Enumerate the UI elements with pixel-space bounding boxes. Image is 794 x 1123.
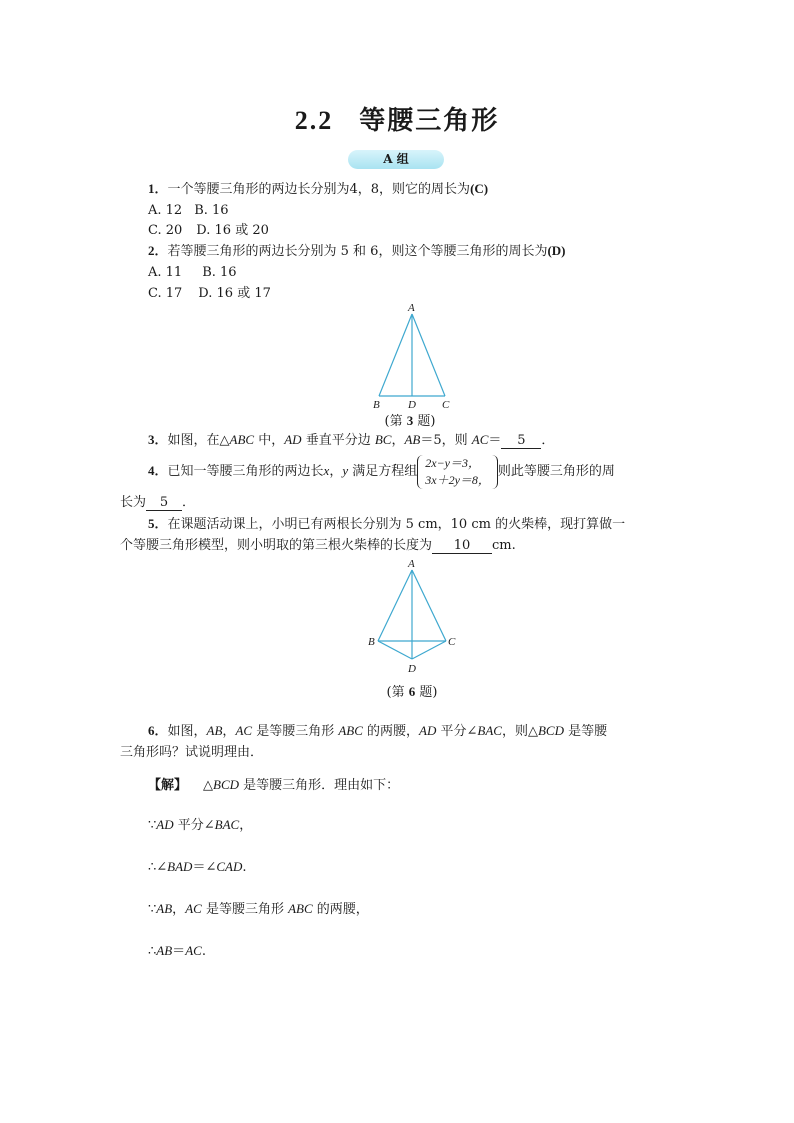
q6-text-5: 平分∠ bbox=[436, 724, 478, 739]
q5-number: 5． bbox=[148, 516, 168, 531]
q3-var-ad: AD bbox=[284, 432, 302, 447]
q1-options-row2 bbox=[148, 222, 269, 240]
q6-text-3: 是等腰三角形 bbox=[252, 724, 339, 739]
q2-options-row2 bbox=[148, 285, 271, 303]
fig3-label-c: C bbox=[442, 399, 450, 411]
q3-text-7: ． bbox=[541, 433, 555, 448]
q1-answer: (C) bbox=[470, 181, 489, 196]
q6-text-1: 如图， bbox=[167, 724, 207, 739]
sol4-var-2: AC bbox=[185, 943, 202, 958]
sol0-text-b: 是等腰三角形．理由如下： bbox=[239, 778, 400, 793]
figure-3-triangle bbox=[360, 300, 460, 412]
fig6-label-c: C bbox=[448, 636, 456, 648]
q5-answer-blank: 10 bbox=[432, 539, 492, 554]
q6-text-8: 三角形吗？试说明理由． bbox=[120, 745, 264, 760]
fig3-caption-pre: (第 bbox=[384, 414, 407, 429]
sol3-text-d: 的两腰， bbox=[312, 902, 369, 917]
q6-var-bcd: BCD bbox=[537, 723, 564, 738]
sol3-text-c: 是等腰三角形 bbox=[201, 902, 289, 917]
q1-options-row1 bbox=[148, 202, 229, 220]
q5-continuation bbox=[120, 537, 516, 555]
fig6-side-cd bbox=[412, 641, 446, 659]
question-2 bbox=[148, 242, 566, 261]
fig6-side-ac bbox=[412, 570, 446, 641]
sol2-text-b: ＝∠ bbox=[192, 860, 217, 875]
fig6-caption-pre: (第 bbox=[386, 685, 409, 700]
q2-option-d: D. 16 或 17 bbox=[198, 286, 271, 301]
q2-option-c: C. 17 bbox=[148, 286, 183, 301]
question-6 bbox=[148, 722, 607, 741]
q4-answer-blank: 5 bbox=[146, 496, 182, 511]
fig3-label-b: B bbox=[373, 399, 380, 411]
sol2-text-c: . bbox=[242, 860, 247, 875]
q2-options-row1 bbox=[148, 264, 237, 282]
q3-text-2: 中， bbox=[254, 433, 285, 448]
q6-text-2: ， bbox=[222, 724, 236, 739]
solution-line-4 bbox=[148, 942, 206, 961]
q4-equation-2: 3x＋2y＝8， bbox=[425, 472, 490, 487]
sol3-var-1: AB bbox=[156, 901, 173, 916]
q1-number: 1． bbox=[148, 181, 168, 196]
question-5 bbox=[148, 515, 625, 534]
sol2-var-2: CAD bbox=[216, 859, 243, 874]
q4-continuation bbox=[120, 494, 195, 512]
solution-line-0 bbox=[148, 776, 399, 795]
q4-text-3: 满足方程组 bbox=[348, 464, 418, 479]
sol1-var-1: AD bbox=[156, 817, 174, 832]
q3-number: 3． bbox=[148, 432, 168, 447]
q3-var-bc: BC bbox=[374, 432, 392, 447]
q2-answer: (D) bbox=[547, 243, 566, 258]
group-badge: A 组 bbox=[348, 150, 444, 169]
page-title bbox=[0, 100, 794, 137]
q2-text: 若等腰三角形的两边长分别为 5 和 6，则这个等腰三角形的周长为 bbox=[167, 244, 548, 259]
sol3-text-a: ∵ bbox=[148, 902, 157, 917]
q6-text-6: ，则△ bbox=[501, 724, 538, 739]
sol1-text-b: 平分∠ bbox=[173, 818, 215, 833]
q6-var-ac: AC bbox=[235, 723, 253, 738]
fig3-label-a: A bbox=[408, 302, 415, 314]
fig3-label-d: D bbox=[408, 399, 416, 411]
sol4-var-1: AB bbox=[156, 943, 173, 958]
sol1-text-a: ∵ bbox=[148, 818, 157, 833]
q4-equation-system bbox=[417, 455, 498, 489]
sol4-text-b: ＝ bbox=[172, 944, 186, 959]
q6-var-bac: BAC bbox=[477, 723, 502, 738]
section-title: 等腰三角形 bbox=[359, 106, 500, 136]
q4-var-x: x bbox=[323, 463, 330, 478]
q6-var-ad: AD bbox=[419, 723, 437, 738]
q6-text-4: 的两腰， bbox=[362, 724, 420, 739]
q5-text-1: 在课题活动课上，小明已有两根长分别为 5 cm，10 cm 的火柴棒，现打算做一 bbox=[167, 517, 626, 532]
q4-equation-1: 2x−y＝3， bbox=[425, 455, 481, 470]
solution-line-1 bbox=[148, 816, 252, 835]
q3-var-ab: AB bbox=[404, 432, 421, 447]
fig6-label-d: D bbox=[408, 663, 416, 675]
figure-3-caption bbox=[360, 410, 460, 429]
q4-text-5: 长为 bbox=[120, 495, 147, 510]
q2-number: 2． bbox=[148, 243, 168, 258]
q2-option-a: A. 11 bbox=[148, 265, 183, 280]
sol1-text-c: ， bbox=[239, 818, 253, 833]
solution-label: 【解】 bbox=[148, 777, 188, 792]
fig6-label-b: B bbox=[368, 636, 375, 648]
q4-var-y: y bbox=[342, 463, 349, 478]
q2-option-b: B. 16 bbox=[202, 265, 237, 280]
q3-text-3: 垂直平分边 bbox=[301, 433, 375, 448]
question-3 bbox=[148, 431, 554, 450]
section-number: 2.2 bbox=[294, 106, 334, 135]
q3-answer-blank: 5 bbox=[501, 434, 541, 449]
q1-option-a: A. 12 bbox=[148, 203, 183, 218]
q3-text-1: 如图，在△ bbox=[167, 433, 230, 448]
fig3-caption-post: 题) bbox=[413, 414, 436, 429]
fig6-side-bd bbox=[378, 641, 412, 659]
q6-number: 6． bbox=[148, 723, 168, 738]
q6-var-ab: AB bbox=[206, 723, 223, 738]
sol3-text-b: ， bbox=[172, 902, 186, 917]
q1-option-d: D. 16 或 20 bbox=[196, 223, 269, 238]
q1-option-b: B. 16 bbox=[194, 203, 229, 218]
sol2-text-a: ∴∠ bbox=[148, 860, 168, 875]
q1-text: 一个等腰三角形的两边长分别为4，8，则它的周长为 bbox=[167, 182, 471, 197]
sol4-text-a: ∴ bbox=[148, 944, 157, 959]
fig3-side-ac bbox=[412, 314, 445, 396]
sol2-var-1: BAD bbox=[167, 859, 193, 874]
q3-var-ac: AC bbox=[471, 432, 489, 447]
q5-text-3: cm. bbox=[492, 538, 516, 553]
q6-var-abc: ABC bbox=[338, 723, 363, 738]
question-1 bbox=[148, 180, 488, 199]
sol0-var: BCD bbox=[213, 777, 240, 792]
question-4 bbox=[148, 452, 615, 491]
sol3-var-3: ABC bbox=[288, 901, 313, 916]
q4-text-6: ． bbox=[182, 495, 196, 510]
solution-line-3 bbox=[148, 900, 369, 919]
fig6-side-ab bbox=[378, 570, 412, 641]
q3-text-6: ＝ bbox=[488, 433, 502, 448]
figure-6-caption bbox=[362, 681, 462, 700]
q5-text-2: 个等腰三角形模型，则小明取的第三根火柴棒的长度为 bbox=[120, 538, 433, 553]
sol4-text-c: . bbox=[201, 944, 206, 959]
q1-option-c: C. 20 bbox=[148, 223, 183, 238]
q6-continuation bbox=[120, 744, 263, 762]
solution-line-2 bbox=[148, 858, 247, 877]
q3-text-4: ， bbox=[391, 433, 405, 448]
q4-text-2: ， bbox=[329, 464, 343, 479]
fig6-caption-num: 6 bbox=[408, 684, 416, 699]
fig3-side-ab bbox=[379, 314, 412, 396]
fig3-caption-num: 3 bbox=[406, 413, 414, 428]
q4-number: 4． bbox=[148, 463, 168, 478]
q4-text-1: 已知一等腰三角形的两边长 bbox=[167, 464, 324, 479]
q3-var-abc: ABC bbox=[229, 432, 255, 447]
q3-text-5: ＝5，则 bbox=[420, 433, 472, 448]
q4-text-4: 则此等腰三角形的周 bbox=[497, 464, 615, 479]
fig6-label-a: A bbox=[408, 558, 415, 570]
sol0-text-a: △ bbox=[203, 778, 214, 793]
fig6-caption-post: 题) bbox=[415, 685, 438, 700]
q6-text-7: 是等腰 bbox=[563, 724, 608, 739]
sol3-var-2: AC bbox=[185, 901, 202, 916]
figure-6-kite bbox=[362, 556, 462, 678]
sol1-var-2: BAC bbox=[214, 817, 240, 832]
